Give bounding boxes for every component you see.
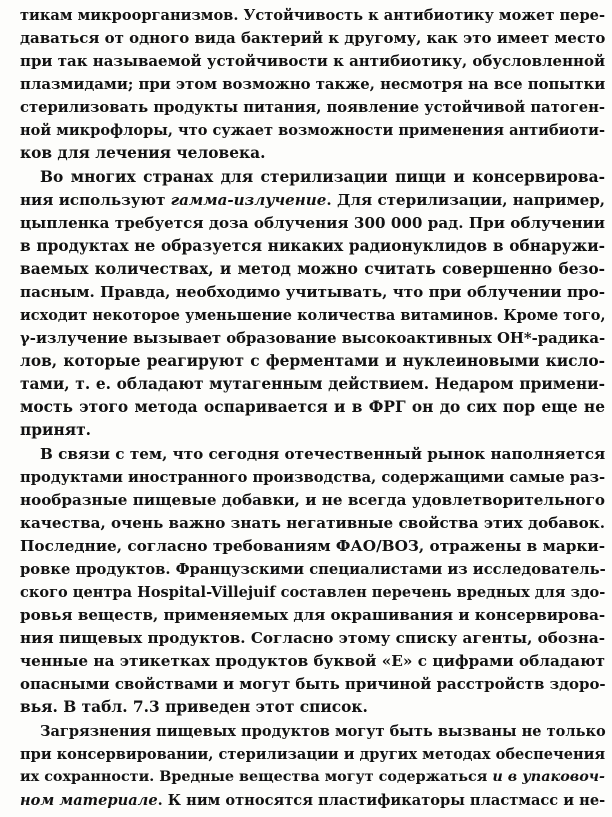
text-line: тикам микроорганизмов. Устойчивость к антибиотику может пере- <box>20 7 605 24</box>
text-line <box>20 766 605 789</box>
text-line: цыпленка требуется доза облучения 300 000 рад. При облучении <box>20 214 605 232</box>
text-line: в продуктах не образуется никаких радионуклидов в обнаружи- <box>20 237 605 255</box>
text-line: даваться от одного вида бактерий к другому, как это имеет место <box>20 29 606 47</box>
text-line: исходит некоторое уменьшение количества витаминов. Кроме того, <box>20 307 606 324</box>
text-line: вья. В табл. 7.3 приведен этот список. <box>20 698 368 716</box>
text-line: Последние, согласно требованиям ФАО/ВОЗ, отражены в марки- <box>20 537 606 555</box>
text-line: плазмидами; при этом возможно также, несмотря на все попытки <box>20 75 606 93</box>
text-line: стерилизовать продукты питания, появление устойчивой патоген- <box>20 99 605 116</box>
text-run: . Для стерилизации, например, <box>326 191 606 209</box>
emphasis-term: гамма-излучение <box>170 191 327 209</box>
text-line: ной микрофлоры, что сужает возможности применения антибиоти- <box>20 122 605 139</box>
text-line: В связи с тем, что сегодня отечественный рынок наполняется <box>40 445 606 463</box>
text-line: γ-излучение вызывает образование высокоактивных OH*-радика- <box>20 330 606 347</box>
text-line <box>20 789 605 812</box>
text-line: пасным. Правда, необходимо учитывать, что при облучении про- <box>20 283 605 301</box>
text-line: принят. <box>20 421 91 439</box>
text-line: ровке продуктов. Французскими специалистами из исследователь- <box>20 561 606 578</box>
emphasis-term: ном материале <box>20 792 158 809</box>
text-line: ского центра Hospital-Villejuif составлен перечень вредных для здо- <box>20 584 606 601</box>
text-line: ков для лечения человека. <box>20 144 266 162</box>
text-line: ваемых количествах, и метод можно считать совершенно безо- <box>20 260 605 278</box>
text-line: нообразные пищевые добавки, и не всегда удовлетворительного <box>20 491 605 509</box>
text-line <box>20 189 605 212</box>
text-line: ровья веществ, применяемых для окрашивания и консервирова- <box>20 606 606 624</box>
text-line: при консервировании, стерилизации и других методах обеспечения <box>20 746 606 763</box>
text-line: при так называемой устойчивости к антибиотику, обусловленной <box>20 52 606 70</box>
text-line: Загрязнения пищевых продуктов могут быть вызваны не только <box>40 723 606 740</box>
text-line: продуктами иностранного производства, содержащими самые раз- <box>20 469 606 486</box>
text-line: опасными свойствами и могут быть причиной расстройств здоро- <box>20 675 606 693</box>
text-run: . К ним относятся пластификаторы пластмасс и не- <box>157 792 606 809</box>
text-line: ченные на этикетках продуктов буквой «Е» с цифрами обладают <box>20 652 605 670</box>
text-run: их сохранности. Вредные вещества могут содержаться <box>20 769 493 785</box>
text-line: мость этого метода оспаривается и в ФРГ он до сих пор еще не <box>20 398 605 416</box>
text-line: Во многих странах для стерилизации пищи и консервирова- <box>40 168 605 186</box>
text-line: лов, которые реагируют с ферментами и нуклеиновыми кисло- <box>20 352 605 370</box>
text-line: качества, очень важно знать негативные свойства этих добавок. <box>20 514 605 532</box>
emphasis-term: и в упаковоч- <box>492 769 606 785</box>
text-line: тами, т. е. обладают мутагенным действием. Недаром примени- <box>20 375 605 393</box>
text-run: ния используют <box>20 191 171 209</box>
text-line: ния пищевых продуктов. Согласно этому списку агенты, обозна- <box>20 629 606 647</box>
